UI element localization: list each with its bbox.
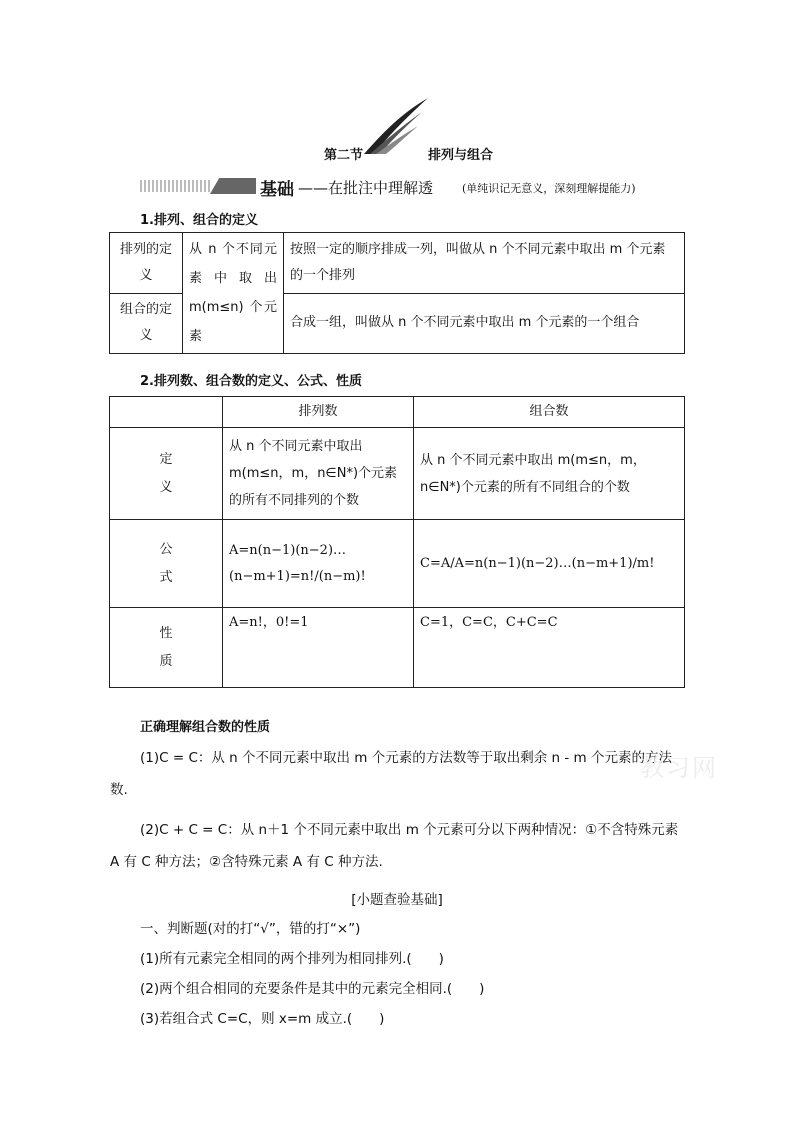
comb-prop-cell	[414, 608, 685, 688]
practice-heading: [小题查验基础]	[351, 892, 443, 908]
banner-subtitle: ——在批注中理解透	[298, 179, 434, 197]
comb-label: 组合的定义	[119, 302, 172, 344]
notes-heading: 正确理解组合数的性质	[140, 720, 271, 735]
common-condition: 从 n 个不同元素中取出 m(m≤n) 个元素	[189, 242, 277, 344]
comb-def2: 从 n 个不同元素中取出 m(m≤n，m，n∈N*)个元素的所有不同组合的个数	[420, 452, 646, 495]
comb-formula: C=A/A=n(n−1)(n−2)…(n−m+1)/m!	[420, 555, 655, 571]
swoosh-logo-icon	[360, 96, 432, 158]
formula-row-label: 公式	[159, 541, 173, 585]
perm-property: A=n!，0!=1	[229, 615, 309, 630]
perm-formula: A=n(n−1)(n−2)…(n−m+1)=n!/(n−m)!	[229, 542, 366, 584]
prop-row-label: 性质	[159, 625, 173, 669]
perm-def2: 从 n 个不同元素中取出 m(m≤n，m，n∈N*)个元素的所有不同排列的个数	[229, 439, 398, 508]
perm-header-cell	[223, 397, 414, 428]
perm-prop-cell	[223, 608, 414, 688]
perm-label: 排列的定义	[119, 241, 172, 283]
def-row-label-cell	[110, 428, 223, 520]
perm-formula-cell	[223, 520, 414, 608]
banner-note: (单纯识记无意义，深刻理解提能力)	[462, 182, 636, 195]
note-paragraph-2: (2)C + C = C：从 n＋1 个不同元素中取出 m 个元素可分以下两种情况：①不含特殊元素 A 有 C 种方法；②含特殊元素 A 有 C 种方法.	[110, 822, 679, 870]
comb-label-cell	[110, 293, 183, 354]
common-condition-cell	[183, 233, 284, 354]
perm-def2-cell	[223, 428, 414, 520]
question-3: (3)若组合式 C=C，则 x=m 成立.( )	[140, 1011, 385, 1027]
perm-header: 排列数	[298, 404, 338, 419]
def-row-label: 定义	[159, 451, 173, 495]
question-1: (1)所有元素完全相同的两个排列为相同排列.( )	[140, 951, 444, 967]
comb-formula-cell	[414, 520, 685, 608]
comb-header: 组合数	[529, 404, 569, 419]
comb-header-cell	[414, 397, 685, 428]
comb-def2-cell	[414, 428, 685, 520]
banner-main: 基础	[260, 180, 294, 200]
note-paragraph-1: (1)C = C：从 n 个不同元素中取出 m 个元素的方法数等于取出剩余 n - m 个元素的方法数.	[110, 750, 672, 798]
definition-table	[109, 232, 685, 354]
perm-label-cell	[110, 233, 183, 294]
comb-property: C=1，C=C，C+C=C	[420, 615, 558, 630]
prop-row-label-cell	[110, 608, 223, 688]
comb-definition: 合成一组，叫做从 n 个不同元素中取出 m 个元素的一个组合	[290, 315, 640, 331]
formula-table	[109, 396, 685, 688]
perm-definition: 按照一定的顺序排成一列，叫做从 n 个不同元素中取出 m 个元素的一个排列	[290, 241, 666, 283]
practice-part-title: 一、判断题(对的打“√”，错的打“×”)	[140, 921, 361, 937]
watermark: 教习网	[640, 754, 718, 782]
corner-cell	[110, 397, 223, 428]
perm-def-cell	[284, 233, 685, 294]
formula-row-label-cell	[110, 520, 223, 608]
section2-heading: 2.排列数、组合数的定义、公式、性质	[140, 374, 362, 389]
banner-bar	[140, 178, 256, 194]
comb-def-cell	[284, 293, 685, 354]
section-number: 第二节	[324, 148, 364, 163]
section-title: 排列与组合	[428, 148, 494, 163]
question-2: (2)两个组合相同的充要条件是其中的元素完全相同.( )	[140, 981, 485, 997]
section1-heading: 1.排列、组合的定义	[140, 213, 258, 228]
